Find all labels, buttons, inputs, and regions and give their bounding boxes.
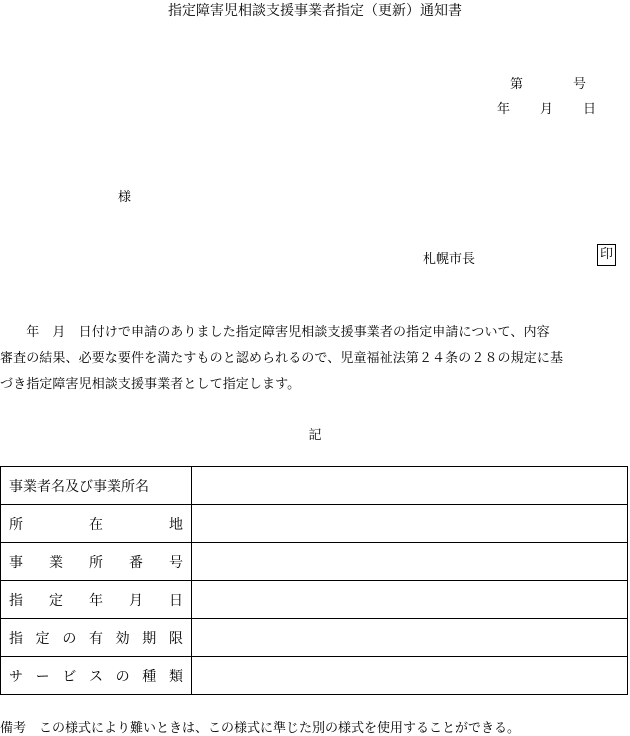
table-row	[1, 505, 628, 543]
seal-mark: 印	[597, 244, 616, 266]
label-char: ビ	[62, 668, 77, 685]
label-char: 指	[9, 630, 23, 647]
table-row	[1, 657, 628, 695]
issue-date-month: 月	[540, 102, 554, 117]
row-label	[9, 514, 183, 534]
label-char: ス	[88, 668, 103, 685]
document-title: 指定障害児相談支援事業者指定（更新）通知書	[168, 3, 462, 19]
label-char: 番	[129, 554, 143, 571]
notice-body-line: 審査の結果、必要な要件を満たすものと認められるので、児童福祉法第２４条の２８の規定に基	[0, 351, 564, 366]
label-char: サ	[9, 668, 23, 685]
issue-date	[497, 98, 596, 117]
document-number	[510, 73, 586, 92]
table-row	[1, 581, 628, 619]
row-value-cell	[192, 505, 628, 543]
ki-heading: 記	[308, 428, 322, 443]
row-label	[9, 666, 183, 686]
label-char: 効	[115, 630, 130, 647]
notice-body-line: 年 月 日付けで申請のありました指定障害児相談支援事業者の指定申請について、内容	[0, 325, 550, 340]
label-char: 在	[89, 516, 103, 533]
label-char: 類	[168, 668, 183, 685]
row-label-cell	[1, 505, 192, 543]
label-char: 種	[142, 668, 157, 685]
label-char: 地	[169, 516, 183, 533]
row-label-cell	[1, 467, 192, 505]
table-row	[1, 467, 628, 505]
label-char: 月	[129, 592, 143, 609]
label-char: 号	[169, 554, 183, 571]
designation-info-body	[1, 467, 628, 695]
issuer-name: 札幌市長	[423, 252, 476, 267]
row-label	[9, 552, 183, 572]
row-label-cell	[1, 657, 192, 695]
document-number-prefix: 第	[510, 77, 524, 92]
remarks-note: 備考 この様式により難いときは、この様式に準じた別の様式を使用することができる。	[0, 721, 521, 736]
row-label	[9, 628, 183, 648]
label-char: 指	[9, 592, 23, 609]
document-number-suffix: 号	[573, 77, 587, 92]
row-label	[9, 590, 183, 610]
label-char: 日	[169, 592, 183, 609]
label-char: 所	[89, 554, 103, 571]
notice-body-line: づき指定障害児相談支援事業者として指定します。	[0, 377, 301, 392]
label-char: 期	[142, 630, 157, 647]
row-value-cell	[192, 467, 628, 505]
issue-date-day: 日	[583, 102, 597, 117]
label-char: 定	[49, 592, 63, 609]
label-char: 事	[9, 554, 23, 571]
label-char: 限	[168, 630, 183, 647]
row-value-cell	[192, 543, 628, 581]
table-row	[1, 619, 628, 657]
label-char: ー	[35, 668, 50, 685]
row-label: 事業者名及び事業所名	[9, 478, 149, 495]
issue-date-year: 年	[497, 102, 511, 117]
label-char: 業	[49, 554, 63, 571]
row-value-cell	[192, 581, 628, 619]
notice-body	[0, 320, 630, 398]
label-char: の	[62, 630, 77, 647]
label-char: 所	[9, 516, 23, 533]
label-char: の	[115, 668, 130, 685]
table-row	[1, 543, 628, 581]
row-label-cell	[1, 543, 192, 581]
label-char: 年	[89, 592, 103, 609]
row-value-cell	[192, 657, 628, 695]
addressee-honorific: 様	[118, 190, 132, 205]
row-value-cell	[192, 619, 628, 657]
row-label-cell	[1, 581, 192, 619]
label-char: 有	[88, 630, 103, 647]
row-label-cell	[1, 619, 192, 657]
designation-info-table	[0, 466, 628, 695]
label-char: 定	[35, 630, 50, 647]
